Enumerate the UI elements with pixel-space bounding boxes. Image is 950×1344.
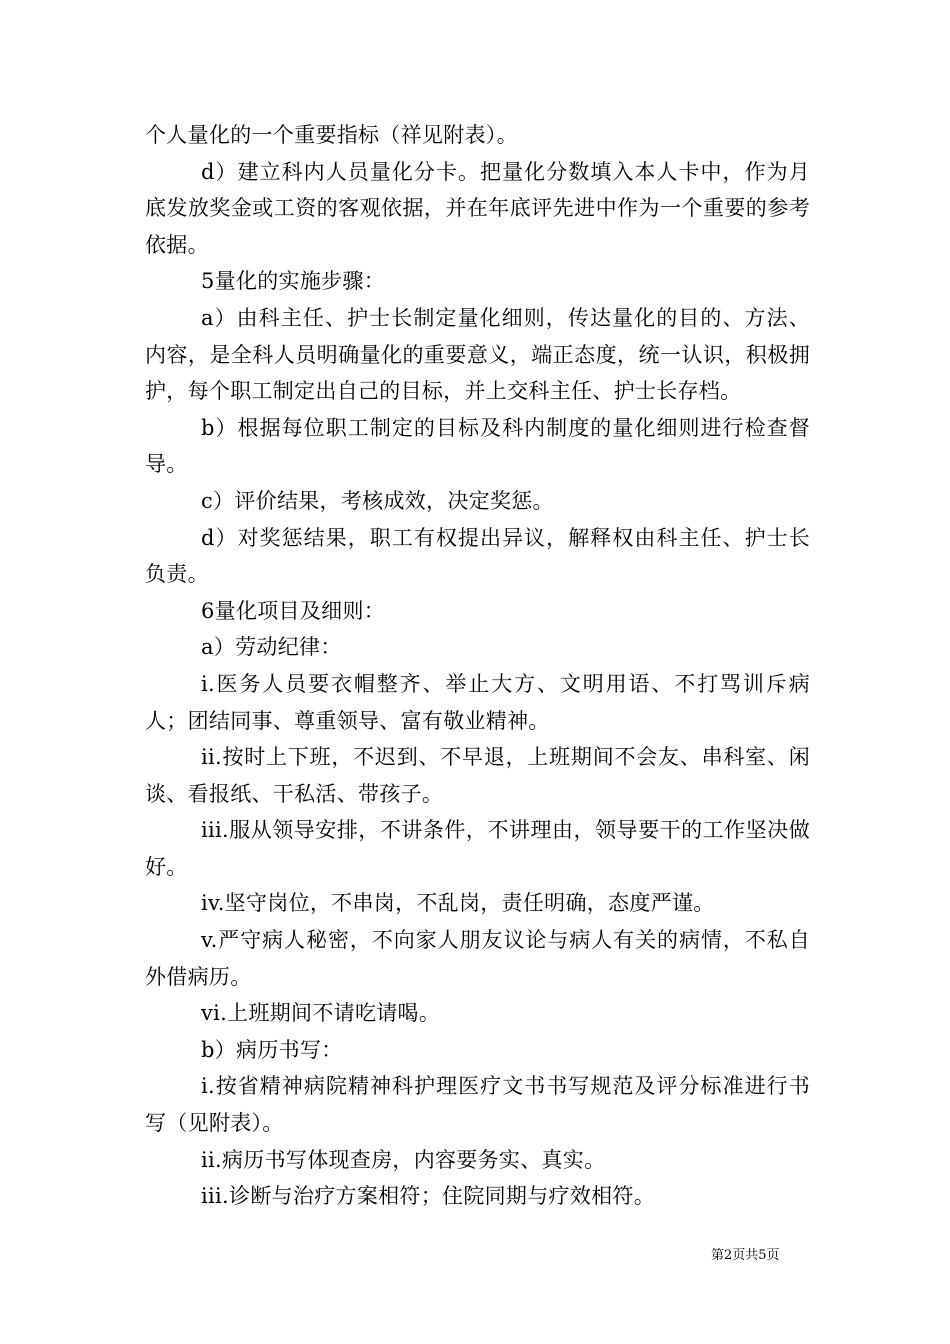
- paragraph-16: b）病历书写：: [201, 1037, 343, 1062]
- paragraph-9: a）劳动纪律：: [201, 635, 342, 660]
- paragraph-3: 5量化的实施步骤：: [201, 269, 386, 294]
- paragraph-6: c）评价结果，考核成效，决定奖惩。: [201, 488, 554, 513]
- paragraph-4: a）由科主任、护士长制定量化细则，传达量化的目的、方法、内容，是全科人员明确量化的重要意义，端正态度，统一认识，积极拥护，每个职工制定出自己的目标，并上交科主任、护士长存档。: [145, 305, 810, 404]
- paragraph-17: i.按省精神病院精神科护理医疗文书书写规范及评分标准进行书写（见附表）。: [145, 1074, 810, 1136]
- page-number-footer: 第2页共5页: [711, 1248, 780, 1263]
- paragraph-12: iii.服从领导安排，不讲条件，不讲理由，领导要干的工作坚决做好。: [145, 818, 810, 879]
- paragraph-7: d）对奖惩结果，职工有权提出异议，解释权由科主任、护士长负责。: [145, 525, 810, 587]
- paragraph-15: vi.上班期间不请吃请喝。: [201, 1001, 441, 1026]
- paragraph-11: ii.按时上下班，不迟到、不早退，上班期间不会友、串科室、闲谈、看报纸、干私活、带孩子。: [145, 745, 810, 806]
- paragraph-13: iv.坚守岗位，不串岗，不乱岗，责任明确，态度严谨。: [201, 891, 715, 916]
- paragraph-5: b）根据每位职工制定的目标及科内制度的量化细则进行检查督导。: [145, 415, 810, 477]
- paragraph-1: 个人量化的一个重要指标（祥见附表）。: [145, 123, 518, 147]
- paragraph-10: i.医务人员要衣帽整齐、举止大方、文明用语、不打骂训斥病人；团结同事、尊重领导、富有敬业精神。: [145, 671, 810, 733]
- paragraph-8: 6量化项目及细则：: [201, 598, 386, 623]
- paragraph-14: v.严守病人秘密，不向家人朋友议论与病人有关的病情，不私自外借病历。: [145, 928, 810, 989]
- paragraph-18: ii.病历书写体现查房，内容要务实、真实。: [201, 1147, 606, 1172]
- paragraph-2: d）建立科内人员量化分卡。把量化分数填入本人卡中，作为月底发放奖金或工资的客观依据，并在年底评先进中作为一个重要的参考依据。: [145, 159, 810, 257]
- document-body: [145, 117, 810, 1215]
- paragraph-19: iii.诊断与治疗方案相符；住院同期与疗效相符。: [201, 1184, 656, 1209]
